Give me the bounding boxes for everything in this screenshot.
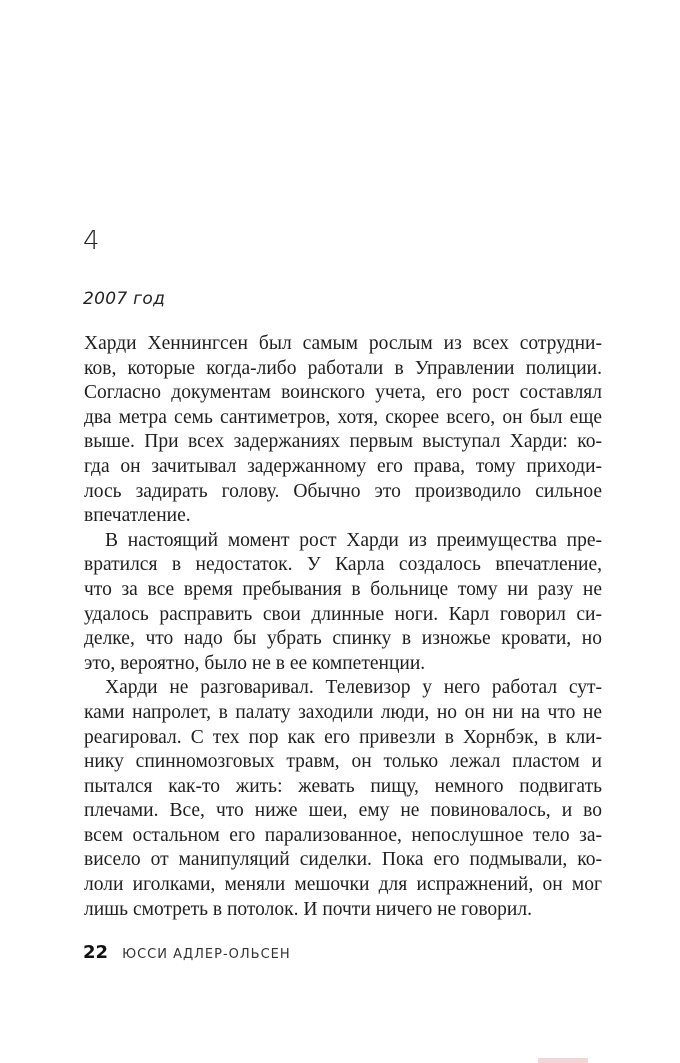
text-line: висело от манипуляций сиделки. Пока его подмывали, ко-: [84, 849, 602, 871]
text-line: всем остальном его парализованное, непослушное тело за-: [84, 824, 602, 846]
text-line: гда он зачитывал задержанному его права, тому приходи-: [84, 455, 602, 477]
page-footer: [83, 942, 291, 963]
text-line: Харди не разговаривал. Телевизор у него работал сут-: [105, 677, 602, 699]
text-line: лишь смотреть в потолок. И почти ничего не говорил.: [84, 898, 532, 920]
running-header-author: ЮССИ АДЛЕР-ОЛЬСЕН: [122, 947, 291, 962]
text-line: удалось расправить свои длинные ноги. Карл говорил си-: [84, 603, 602, 625]
text-line: Согласно документам воинского учета, его рост составлял: [84, 382, 602, 404]
chapter-subtitle: 2007 год: [83, 289, 166, 309]
text-line: нику спинномозговых травм, он только лежал пластом и: [84, 751, 602, 773]
paragraph: [84, 529, 602, 677]
text-line: В настоящий момент рост Харди из преимущества пре-: [105, 529, 602, 551]
text-line: лось задирать голову. Обычно это производило сильное: [84, 480, 602, 502]
text-line: вратился в недостаток. У Карла создалось впечатление,: [84, 554, 602, 576]
text-line: это, вероятно, было не в ее компетенции.: [84, 652, 426, 674]
text-line: два метра семь сантиметров, хотя, скорее всего, он был еще: [84, 406, 602, 428]
text-line: пытался как-то жить: жевать пищу, немного подвигать: [84, 775, 602, 797]
paragraph: [84, 676, 602, 922]
page-number: 22: [83, 942, 109, 963]
text-line: ков, которые когда-либо работали в Управлении полиции.: [84, 357, 602, 379]
text-line: ками напролет, в палату заходили люди, но он ни на что не: [84, 701, 602, 723]
text-line: реагировал. С тех пор как его привезли в Хорнбэк, в кли-: [84, 726, 602, 748]
text-line: что за все время пребывания в больнице тому ни разу не: [84, 578, 602, 600]
text-line: Харди Хеннингсен был самым рослым из всех сотрудни-: [84, 333, 602, 354]
text-line: лоли иголками, меняли мешочки для испражнений, он мог: [84, 874, 602, 896]
scan-mark: [538, 1058, 588, 1063]
text-line: плечами. Все, что ниже шеи, ему не повиновалось, и во: [84, 800, 602, 822]
text-line: делке, что надо бы убрать спинку в изножье кровати, но: [84, 628, 602, 650]
paragraph: [84, 332, 602, 529]
text-line: выше. При всех задержаниях первым выступал Харди: ко-: [84, 431, 602, 453]
chapter-number: 4: [83, 226, 100, 256]
body-text: [84, 332, 602, 922]
text-line: впечатление.: [84, 505, 191, 527]
